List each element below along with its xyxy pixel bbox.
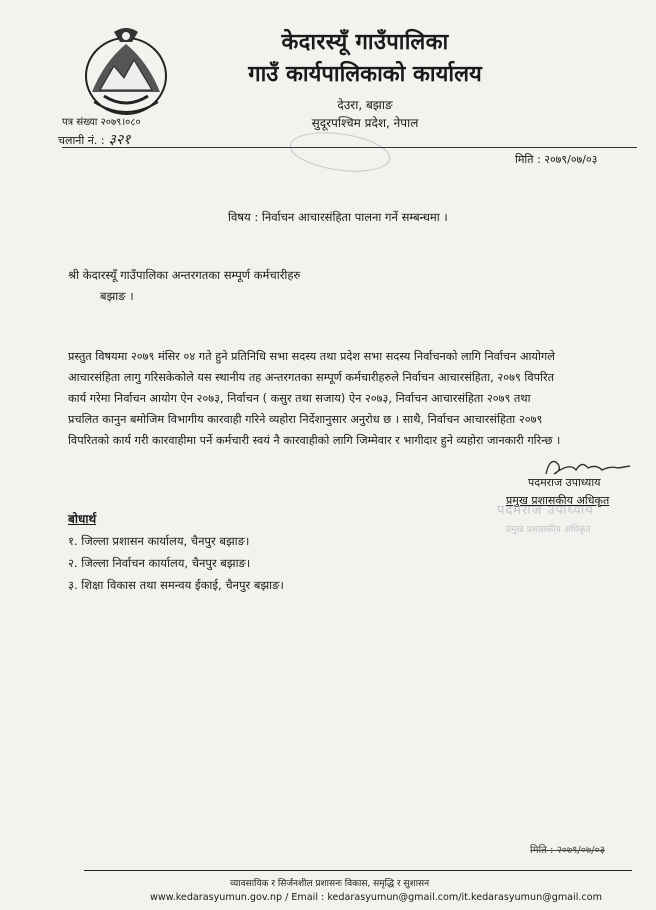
signer-title: प्रमुख प्रशासकीय अधिकृत <box>506 494 610 507</box>
addressee-line2: बझाङ । <box>100 289 134 303</box>
body-line: कार्य गरेमा निर्वाचन आयोग ऐन २०७३, निर्वाचन ( कसुर तथा सजाय) ऐन २०७३, निर्वाचन आचारसंहिता २०७९ तथा <box>68 392 531 405</box>
dispatch-label: चलानी नं. : <box>58 134 105 147</box>
letter-body <box>68 346 633 451</box>
body-line: आचारसंहिता लागु गरिसकेकोले यस स्थानीय तह अन्तरगतका सम्पूर्ण कर्मचारीहरुले निर्वाचन आचारसंहिता, २०७९ विपरित <box>68 371 555 384</box>
body-line: प्रस्तुत विषयमा २०७९ मंसिर ०४ गते हुने प्रतिनिधि सभा सदस्य तथा प्रदेश सभा सदस्य निर्वाचनको लागि निर्वाचन आयोगले <box>68 350 555 363</box>
body-line: प्रचलित कानुन बमोजिम विभागीय कारवाही गरिने व्यहोरा निर्देशानुसार अनुरोध छ । साथै, निर्वाचन आचारसंहिता २०७९ <box>68 413 543 426</box>
office-title-line2: गाउँ कार्यपालिकाको कार्यालय <box>248 62 482 87</box>
office-address-line1: देउरा, बझाङ <box>337 98 393 112</box>
cc-item: १. जिल्ला प्रशासन कार्यालय, चैनपुर बझाङ। <box>68 534 250 548</box>
struck-date-stamp: मिति : २०७९/०७/०३ <box>530 845 605 856</box>
cc-heading: बोधार्थ <box>68 512 97 526</box>
office-address-line2: सुदूरपश्चिम प्रदेश, नेपाल <box>311 116 419 130</box>
ghost-stamp-name: पदमराज उपाध्याय <box>497 503 594 518</box>
footer-tagline: व्यावसायिक र सिर्जनशील प्रशासनः विकास, समृद्धि र सुशासन <box>230 879 430 889</box>
dispatch-value: ३२१ <box>108 132 131 148</box>
footer-contact: www.kedarasyumun.gov.np / Email : kedarasyumun@gmail.com/it.kedarasyumun@gmail.com <box>150 892 602 903</box>
letter-subject: विषय : निर्वाचन आचारसंहिता पालना गर्ने सम्बन्धमा । <box>228 210 448 224</box>
header-divider <box>62 147 637 148</box>
ghost-stamp-title: प्रमुख प्रशासकीय अधिकृत <box>506 525 591 535</box>
office-title-line1: केदारस्यूँ गाउँपालिका <box>281 30 449 55</box>
footer-divider <box>84 870 632 871</box>
cc-item: २. जिल्ला निर्वाचन कार्यालय, चैनपुर बझाङ। <box>68 556 251 570</box>
addressee-line1: श्री केदारस्यूँ गाउँपालिका अन्तरगतका सम्पूर्ण कर्मचारीहरु <box>68 268 301 282</box>
signer-name: पदमराज उपाध्याय <box>528 476 601 489</box>
cc-item: ३. शिक्षा विकास तथा समन्वय ईकाई, चैनपुर बझाङ। <box>68 578 284 592</box>
nepal-emblem-icon <box>74 22 178 120</box>
letter-date: मिति : २०७९/०७/०३ <box>515 153 598 166</box>
reference-number: पत्र संख्या २०७९।०८० <box>62 117 141 128</box>
body-line: विपरितको कार्य गरी कारवाहीमा पर्ने कर्मचारी स्वयं नै कारवाहीको लागि जिम्मेवार र भागीदार हुने व्यहोरा जानकारी गरिन्छ । <box>68 434 561 447</box>
